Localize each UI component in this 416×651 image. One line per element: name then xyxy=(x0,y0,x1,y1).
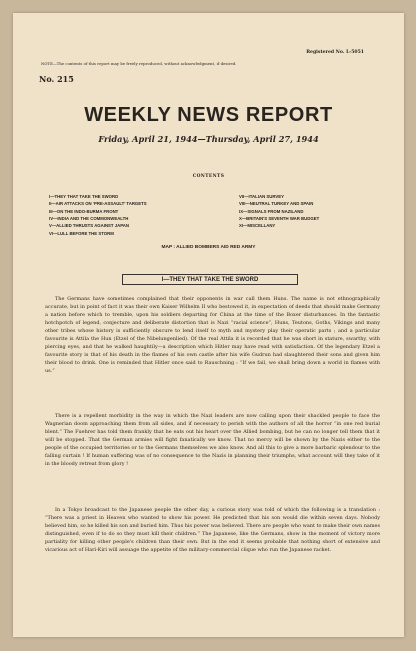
contents-item: IV—INDIA AND THE COMMONWEALTH xyxy=(49,216,129,222)
contents-heading: CONTENTS xyxy=(192,174,225,179)
contents-item: VIII—NEUTRAL TURKEY AND SPAIN xyxy=(239,201,314,207)
issue-number: No. 215 xyxy=(39,74,74,84)
body-paragraph: There is a repellent morbidity in the way in which the Nazi leaders are now calling upon their shackled people to face the Wagnerian doom approaching them from all sides, and if necessary to perish with the authors of all the horror “in one red burial blent.” The Fuehrer has told them frankly that he eats out his heart over the Allied bombing, but he can no longer tell them that it will be stopped. That the German armies will fight fanatically we know. That no mercy will be shown by the Nazis either to the people of the occupied territories or to the Germans themselves we also know. And all this to give a more barbaric splendour to the falling curtain ! If human suffering was of no consequence to the Nazis in planning their triumphs, what account will they take of it in the bloody retreat from glory ! xyxy=(45,413,380,467)
contents-item: VI—LULL BEFORE THE STORM xyxy=(49,230,114,236)
reproduction-note: NOTE—The contents of this report may be freely reproduced, without acknowledgment, if desired. xyxy=(41,61,237,66)
body-paragraph: In a Tokyo broadcast to the Japanese people the other day, a curious story was told of which the following is a translation : “There was a priest in Heaven who wanted to show his power. He predicted that his son would die within seven days. Nobody believed him, so he killed his son and buried him. Thus his power was believed. There are people who want to make their own names distinguished, even if to do so they must kill their children.” The Japanese, like the Germans, show in the moment of victory more partiality for killing other people's children than their own. But in the end it seems probable that nothing short of extensive and vicarious act of Hari-Kiri will assuage the appetite of the military-commercial clique who run the Japanese racket. xyxy=(45,507,380,553)
contents-item: I—THEY THAT TAKE THE SWORD xyxy=(49,194,119,199)
contents-item: III—ON THE INDO-BURMA FRONT xyxy=(49,208,119,214)
registered-number: Registered No. L-5051 xyxy=(306,50,364,55)
contents-left-column xyxy=(49,193,147,237)
contents-right-column xyxy=(239,193,319,230)
document-page xyxy=(13,13,404,637)
contents-item: II—AIR ATTACKS ON ‘PRE-ASSAULT’ TARGETS xyxy=(49,201,147,207)
contents-item: V—ALLIED THRUSTS AGAINST JAPAN xyxy=(49,223,129,229)
page-title: WEEKLY NEWS REPORT xyxy=(84,104,333,126)
section-heading: I—THEY THAT TAKE THE SWORD xyxy=(122,274,298,285)
contents-item: VII—ITALIAN SURVEY xyxy=(239,194,284,199)
map-caption: MAP : ALLIED BOMBERS AID RED ARMY xyxy=(161,245,256,250)
contents-item: XI—MISCELLANY xyxy=(239,223,276,229)
body-paragraph: The Germans have sometimes complained that their opponents in war call them Huns. The name is not ethnographically accurate, but in point of fact it was their own Kaiser Wilhelm II who bestowed it, in expectation of deeds that should make Germany a nation before which to tremble, upon his soldiers departing for China at the time of the Boxer disturbances. In the fantastic hotchpotch of legend, conjecture and deliberate distortion that is Nazi “racial science”, Huns, Teutons, Goths, Vikings and many other tribes whose history is sufficiently obscure to lend itself to myth and mystery play their operatic parts ; and a particular favourite is Attila the Hun (Etzel of the Nibelungenlied). Of the real Attila it is recorded that he was short in stature, swarthy, with piercing eyes, and that he walked haughtily—a description which Hitler may have read with satisfaction. Of the legendary Etzel a favourite story is that of his death in the flames of his own castle after his wife Gudrun had slaughtered their sons and given him their blood to drink. One is reminded that Hitler once said to Rauschning : “If we fail, we shall bring down a world in flames with us.” xyxy=(45,296,380,374)
contents-item: X—BRITAIN'S SEVENTH WAR BUDGET xyxy=(239,216,320,222)
date-range: Friday, April 21, 1944—Thursday, April 27, 1944 xyxy=(98,134,319,144)
contents-item: IX—SIGNALS FROM NAZILAND xyxy=(239,208,304,214)
